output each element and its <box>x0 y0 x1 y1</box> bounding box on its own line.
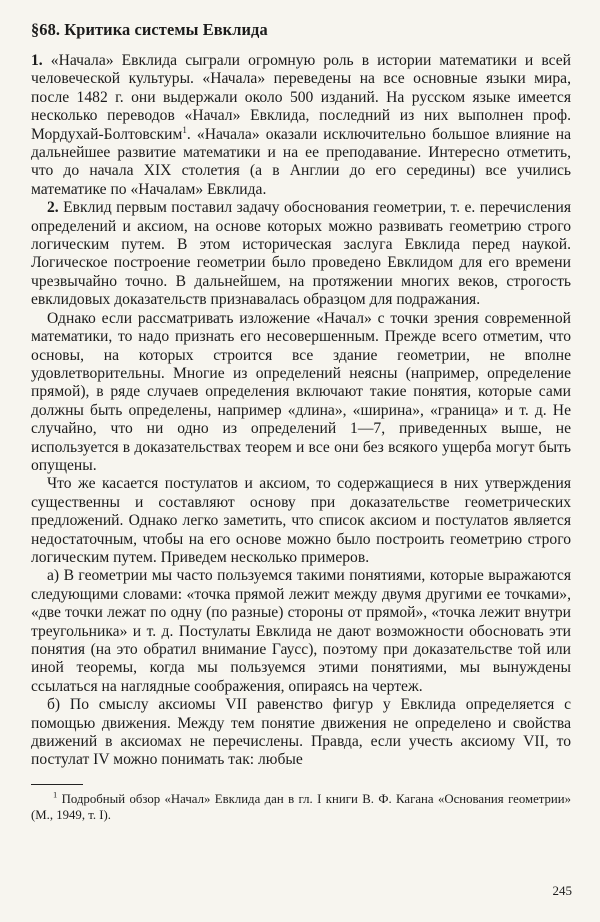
section-heading: §68. Критика системы Евклида <box>31 20 268 39</box>
paragraph-1 <box>31 52 571 199</box>
body-text <box>31 52 571 770</box>
footnote-divider <box>31 784 83 785</box>
footnote-reference[interactable]: 1 <box>182 124 187 135</box>
paragraph-number: 2. <box>47 199 59 217</box>
page-number: 245 <box>552 883 572 898</box>
footnote <box>31 791 571 823</box>
paragraph-3: Однако если рассматривать изложение «Начал» с точки зрения современной математики, то надо признать его несовершенным. Прежде всего отметим, что основы, на которых строится все здание геометрии, не вполне удовлетворительны. Многие из определений неясны (например, определение прямой), в ряде случаев определения включают такие понятия, которые сами должны быть определены, например «длина», «ширина», «граница» и т. д. Не случайно, что ни одно из определений 1—7, приведенных выше, не используется в доказательствах теорем и все они без всякого ущерба могут быть опущены. <box>31 309 571 474</box>
paragraph-2-text: Евклид первым поставил задачу обоснования геометрии, т. е. перечисления определений и аксиом, на основе которых можно развивать геометрию строго логическим путем. В этом историческая заслуга Евклида перед наукой. Логическое построение геометрии было проведено Евклидом для его времени чрезвычайно точно. В дальнейшем, на протяжении многих веков, строгость евклидовых доказательств признавалась образцом для подражания. <box>31 199 571 309</box>
footnote-text: Подробный обзор «Начал» Евклида дан в гл. I книги В. Ф. Кагана «Основания геометрии» (М., 1949, т. I). <box>31 791 571 822</box>
paragraph-5: а) В геометрии мы часто пользуемся такими понятиями, которые выражаются следующими словами: «точка прямой лежит между двумя другими ее точками», «две точки лежат по одну (по разные) стороны от прямой», «точка лежит внутри треугольника» и т. д. Постулаты Евклида не дают возможности обосновать эти понятия (на это обратил внимание Гаусс), поэтому при доказательстве той или иной теоремы, когда мы пользуемся этими понятиями, мы вынуждены ссылаться на наглядные соображения, опираясь на чертеж. <box>31 567 571 695</box>
paragraph-6: б) По смыслу аксиомы VII равенство фигур у Евклида определяется с помощью движения. Между тем понятие движения не определено и свойства движений в аксиомах не перечислены. Правда, если учесть аксиому VII, то постулат IV можно понимать так: любые <box>31 696 571 769</box>
paragraph-number: 1. <box>31 52 43 69</box>
paragraph-1-text-a: «Начала» Евклида сыграли огромную роль в истории математики и всей человеческой культуры. «Начала» переведены на все основные языки мира, после 1482 г. они выдержали около 500 изданий. На русском языке имеется несколько переводов «Начал» Евклида, последний из них выполнен проф. Мордухай-Болтовским <box>31 52 571 143</box>
paragraph-4: Что же касается постулатов и аксиом, то содержащиеся в них утверждения существенны и составляют основу при доказательстве геометрических предложений. Однако легко заметить, что список аксиом и постулатов является недостаточным, чтобы на его основе можно было построить геометрию строго логическим путем. Приведем несколько примеров. <box>31 475 571 566</box>
footnote-marker: 1 <box>53 789 58 800</box>
paragraph-2 <box>31 199 571 309</box>
paragraph-1-text-b: . «Начала» оказали исключительно большое влияние на дальнейшее развитие математики и на ее преподавание. Интересно отметить, что до начала XIX столетия (а в Англии до его середины) все учились математике по «Началам» Евклида. <box>31 125 571 198</box>
page <box>31 20 571 823</box>
